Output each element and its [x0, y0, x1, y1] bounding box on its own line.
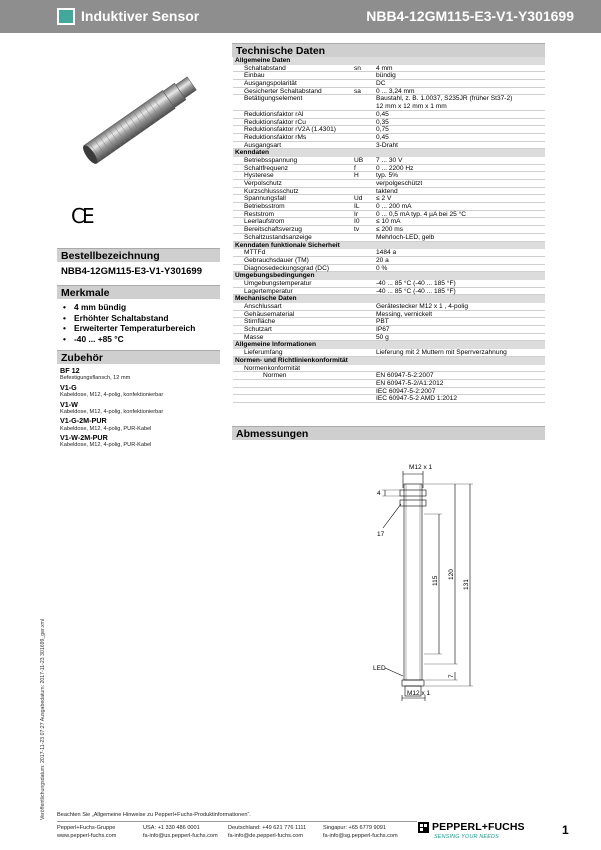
spec-label: Normen: [263, 372, 287, 380]
spec-value: -40 ... 85 °C (-40 ... 185 °F): [376, 279, 456, 287]
length-120-label: 120: [448, 569, 455, 580]
spec-row: [233, 157, 545, 165]
spec-label: Reduktionsfaktor rCu: [244, 118, 306, 126]
spec-row: [233, 395, 545, 403]
spec-value: 50 g: [376, 333, 389, 341]
footer-contacts: [57, 821, 417, 839]
spec-value: EN 60947-5-2:2007: [376, 372, 434, 380]
spec-section-title: Technische Daten: [232, 43, 545, 57]
spec-value: DC: [376, 80, 386, 88]
spec-group-header: Allgemeine Informationen: [233, 341, 545, 349]
spec-value: typ. 5%: [376, 172, 398, 180]
accessory-name: V1-W-2M-PUR: [60, 433, 108, 443]
spec-group-header: Mechanische Daten: [233, 295, 545, 303]
spec-row: [233, 365, 545, 373]
brand-logo: [418, 821, 528, 850]
spec-value: 0 %: [376, 264, 388, 272]
spec-row: [233, 218, 545, 226]
footer-web[interactable]: www.pepperl-fuchs.com: [57, 832, 117, 839]
spec-value: taktend: [376, 187, 398, 195]
spec-label: Schaltabstand: [244, 64, 286, 72]
spec-label: Reststrom: [244, 210, 275, 218]
footer-usa-mail[interactable]: fa-info@us.pepperl-fuchs.com: [143, 832, 218, 839]
accessory-name: V1-G-2M-PUR: [60, 416, 107, 426]
spec-value: 20 a: [376, 256, 389, 264]
thread-top-label: M12 x 1: [409, 464, 433, 471]
accessory-desc: Kabeldose, M12, 4-polig, konfektionierbar: [60, 392, 164, 398]
length-115-label: 115: [432, 575, 439, 586]
document-model: NBB4-12GM115-E3-V1-Y301699: [366, 8, 574, 24]
length-7-label: 7: [448, 674, 455, 678]
dim-4-label: 4: [377, 490, 381, 497]
spec-symbol: Ir: [354, 210, 359, 218]
spec-label: Ausgangspolarität: [244, 80, 297, 88]
spec-row: [233, 119, 545, 127]
wrench-size-label: 17: [377, 531, 385, 538]
accessory-name: BF 12: [60, 366, 80, 375]
spec-label: Lagertemperatur: [244, 287, 293, 295]
accessory-desc: Kabeldose, M12, 4-polig, PUR-Kabel: [60, 425, 152, 432]
spec-label: Umgebungstemperatur: [244, 279, 312, 287]
features-list: [60, 302, 220, 344]
feature-item: • Erweiterter Temperaturbereich: [60, 323, 220, 333]
ce-mark: CE: [71, 204, 92, 228]
accessory-desc: Kabeldose, M12, 4-polig, PUR-Kabel: [60, 442, 152, 449]
spec-label: Reduktionsfaktor rV2A (1.4301): [244, 126, 336, 134]
accessory-name: V1-W: [60, 399, 78, 409]
spec-value: IEC 60947-5-2:2007: [376, 387, 436, 395]
footer-sg-mail[interactable]: fa-info@sg.pepperl-fuchs.com: [323, 832, 398, 839]
spec-value: Lieferung mit 2 Muttern mit Sperrverzahnung: [376, 349, 507, 357]
accessory-item: [60, 401, 220, 417]
spec-row: [233, 311, 545, 319]
spec-label: Normenkonformität: [244, 364, 301, 372]
spec-row: [233, 165, 545, 173]
page-number: 1: [562, 823, 569, 837]
spec-value: Messing, vernickelt: [376, 310, 433, 318]
header-bar: [0, 0, 601, 33]
accessories-list: [60, 367, 220, 451]
spec-row: [233, 380, 545, 388]
spec-row: [233, 326, 545, 334]
spec-label: Schutzart: [244, 326, 272, 334]
spec-value: Gerätestecker M12 x 1 , 4-polig: [376, 303, 468, 311]
spec-label: Ausgangsart: [244, 141, 282, 149]
spec-label: Schaltfrequenz: [244, 164, 288, 172]
spec-value: 4 mm: [376, 64, 393, 72]
spec-value: -40 ... 85 °C (-40 ... 185 °F): [376, 287, 456, 295]
dimension-drawing: [345, 454, 485, 704]
spec-label: Betriebsstrom: [244, 203, 285, 211]
led-label: LED: [373, 665, 386, 672]
spec-symbol: UB: [354, 156, 364, 164]
spec-label: Kurzschlussschutz: [244, 187, 299, 195]
spec-row: [233, 334, 545, 342]
footer-usa-phone: USA: +1 330 486 0001: [143, 825, 200, 831]
spec-value: Mehrloch-LED, gelb: [376, 233, 435, 241]
order-code: NBB4-12GM115-E3-V1-Y301699: [61, 266, 202, 277]
spec-label: Hysterese: [244, 172, 274, 180]
spec-row: [233, 95, 545, 110]
spec-label: Betätigungselement: [244, 95, 303, 103]
spec-label: Leerlaufstrom: [244, 218, 285, 226]
spec-row: [233, 318, 545, 326]
spec-label: Masse: [244, 333, 264, 341]
spec-value: 3-Draht: [376, 141, 398, 149]
document-title: Induktiver Sensor: [81, 8, 200, 24]
accessory-item: [60, 384, 220, 400]
accessory-item: [60, 434, 220, 450]
spec-label: Stirnfläche: [244, 318, 276, 326]
spec-value: Baustahl, z. B. 1.0037, S235JR (früher St37-2): [376, 95, 513, 103]
accessory-name: V1-G: [60, 382, 77, 392]
spec-value: 0 ... 3,24 mm: [376, 87, 415, 95]
spec-row: [233, 234, 545, 242]
spec-symbol: IL: [354, 203, 360, 211]
spec-label: Reduktionsfaktor rMs: [244, 133, 307, 141]
spec-group-header: Kenndaten: [233, 149, 545, 157]
footer-sg-phone: Singapur: +65 6779 9091: [323, 825, 386, 831]
spec-value: ≤ 2 V: [376, 195, 392, 203]
spec-row: [233, 111, 545, 119]
footer-group: Pepperl+Fuchs-Gruppe: [57, 825, 116, 831]
order-section-title: Bestellbezeichnung: [57, 248, 220, 262]
accessory-desc: Befestigungsflansch, 12 mm: [60, 375, 131, 382]
spec-value: 0,45: [376, 133, 389, 141]
dimensions-section-title: Abmessungen: [232, 426, 545, 440]
brand-mark-icon: [418, 822, 429, 833]
footer-de-mail[interactable]: fa-info@de.pepperl-fuchs.com: [228, 832, 304, 839]
spec-row: [233, 211, 545, 219]
spec-label: Einbau: [244, 72, 265, 80]
spec-label: Spannungsfall: [244, 195, 286, 203]
spec-row: [233, 65, 545, 73]
spec-value: 0,35: [376, 118, 389, 126]
spec-row: [233, 72, 545, 80]
footer-de-phone: Deutschland: +49 621 776 1111: [228, 825, 307, 831]
spec-value: 7 ... 30 V: [376, 156, 403, 164]
accessory-desc: Kabeldose, M12, 4-polig, konfektionierbar: [60, 408, 164, 415]
feature-item: • 4 mm bündig: [60, 302, 220, 312]
feature-item: • -40 ... +85 °C: [60, 334, 220, 344]
spec-group-header: Umgebungsbedingungen: [233, 272, 545, 280]
spec-row: [233, 249, 545, 257]
features-section-title: Merkmale: [57, 285, 220, 299]
footer-hint: Beachten Sie „Allgemeine Hinweise zu Pepperl+Fuchs-Produktinformationen“.: [57, 812, 251, 818]
spec-symbol: f: [354, 164, 356, 172]
spec-label: Diagnosedeckungsgrad (DC): [244, 264, 330, 272]
spec-label: Gebrauchsdauer (TM): [244, 256, 309, 264]
spec-label: Bereitschaftsverzug: [244, 226, 302, 234]
spec-group-header: Kenndaten funktionale Sicherheit: [233, 242, 545, 250]
spec-row: [233, 188, 545, 196]
spec-label: Lieferumfang: [244, 349, 283, 357]
spec-value: verpolgeschützt: [376, 180, 423, 188]
spec-row: [233, 226, 545, 234]
brand-square-icon: [57, 8, 75, 25]
brand-name: PEPPERL+FUCHS: [432, 821, 525, 833]
length-131-label: 131: [463, 579, 470, 590]
spec-value: ≤ 10 mA: [376, 218, 401, 226]
spec-row: [233, 203, 545, 211]
spec-symbol: Ud: [354, 195, 363, 203]
spec-table: [233, 57, 545, 403]
spec-label: Verpolschutz: [244, 180, 282, 188]
accessory-item: [60, 367, 220, 383]
spec-label: Betriebsspannung: [244, 156, 298, 164]
spec-value: IP67: [376, 326, 390, 334]
spec-symbol: I0: [354, 218, 360, 226]
spec-label: Anschlussart: [244, 303, 282, 311]
spec-group-header: Allgemeine Daten: [233, 57, 545, 65]
spec-row: [233, 280, 545, 288]
spec-value: 0 ... 200 mA: [376, 203, 412, 211]
spec-value: 0 ... 2200 Hz: [376, 164, 414, 172]
spec-label: Schaltzustandsanzeige: [244, 233, 312, 241]
spec-row: [233, 303, 545, 311]
spec-row: [233, 80, 545, 88]
spec-row: [233, 88, 545, 96]
spec-group-header: Normen- und Richtlinienkonformität: [233, 357, 545, 365]
product-photo: [74, 58, 210, 176]
spec-row: [233, 126, 545, 134]
spec-value: 0 ... 0,5 mA typ. 4 µA bei 25 °C: [376, 210, 467, 218]
spec-row: [233, 142, 545, 150]
spec-row: [233, 195, 545, 203]
spec-row: [233, 388, 545, 396]
brand-tagline: SENSING YOUR NEEDS: [434, 834, 499, 840]
spec-label: Gehäusematerial: [244, 310, 295, 318]
spec-symbol: sa: [354, 87, 361, 95]
spec-value: PBT: [376, 318, 389, 326]
spec-value: EN 60947-5-2/A1:2012: [376, 379, 444, 387]
spec-symbol: sn: [354, 64, 361, 72]
spec-value-line2: 12 mm x 12 mm x 1 mm: [376, 103, 447, 111]
spec-symbol: tv: [354, 226, 360, 234]
spec-row: [233, 172, 545, 180]
accessory-item: [60, 417, 220, 433]
spec-value: 1484 a: [376, 249, 397, 257]
spec-row: [233, 372, 545, 380]
spec-row: [233, 180, 545, 188]
spec-label: Reduktionsfaktor rAl: [244, 110, 304, 118]
spec-row: [233, 349, 545, 357]
spec-value: 0,45: [376, 110, 389, 118]
spec-label: MTTFd: [244, 249, 266, 257]
spec-value: ≤ 200 ms: [376, 226, 404, 234]
spec-row: [233, 134, 545, 142]
spec-row: [233, 288, 545, 296]
spec-value: 0,75: [376, 126, 389, 134]
feature-item: • Erhöhter Schaltabstand: [60, 313, 220, 323]
spec-label: Gesicherter Schaltabstand: [244, 87, 322, 95]
spec-value: bündig: [376, 72, 396, 80]
spec-symbol: H: [354, 172, 359, 180]
accessories-section-title: Zubehör: [57, 350, 220, 364]
thread-bottom-label: M12 x 1: [407, 690, 431, 697]
spec-row: [233, 265, 545, 273]
spec-row: [233, 257, 545, 265]
publication-info: Veröffentlichungsdatum: 2017-11-23 07:27 Ausgabedatum: 2017-11-23 301699_ger.xml: [40, 618, 46, 820]
spec-value: IEC 60947-5-2 AMD 1:2012: [376, 395, 458, 403]
